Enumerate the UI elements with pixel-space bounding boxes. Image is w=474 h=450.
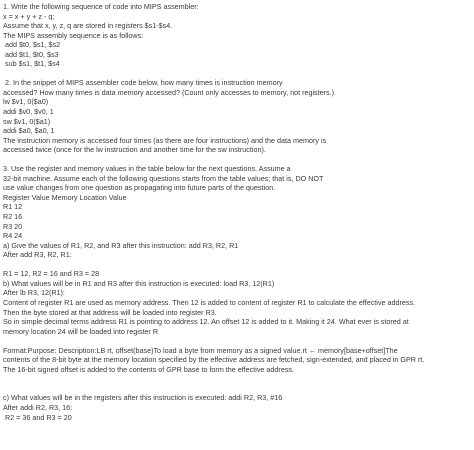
text-line: contents of the 8-bit byte at the memory location specified by the effective address are fetched, sign-extended, and placed in GPR rt.	[3, 355, 425, 365]
text-line: a) Give the values of R1, R2, and R3 after this instruction: add R3, R2, R1	[3, 240, 239, 250]
text-line: So in simple decimal terms address R1 is pointing to address 12. An offset 12 is added to it. Making it 24. What ever is stored at	[3, 317, 409, 327]
text-line: use value changes from one question as propagating into future parts of the question.	[3, 183, 276, 193]
text-line: R1 12	[3, 202, 23, 212]
blank-line	[3, 374, 471, 384]
blank-line	[3, 384, 471, 394]
text-line: The instruction memory is accessed four times (as there are four instructions) and the data memory is	[3, 135, 327, 145]
text-line: accessed? How many times is data memory accessed? (Count only accesses to memory, not registers.)	[3, 87, 335, 97]
blank-line	[3, 260, 471, 270]
text-line: x = x + y + z - q;	[3, 11, 55, 21]
text-line: R2 16	[3, 212, 23, 222]
text-line: 1. Write the following sequence of code into MIPS assembler:	[3, 2, 199, 11]
text-line: 32-bit machine. Assume each of the following questions starts from the table values; that is, DO NOT	[3, 173, 324, 183]
text-line: 3. Use the register and memory values in the table below for the next questions. Assume a	[3, 164, 291, 174]
text-line: The 16-bit signed offset is added to the contents of GPR base to form the effective address.	[3, 364, 294, 374]
text-line: add $t1, $t0, $s3	[3, 49, 59, 59]
text-line: Format:Purpose: Description:LB rt, offset(base)To load a byte from memory as a signed value.rt ← memory[base+offset]The	[3, 345, 398, 355]
text-line: sw $v1, 0($a1)	[3, 116, 51, 126]
text-line: The MIPS assembly sequence is as follows:	[3, 30, 144, 40]
text-line: Content of register R1 are used as memory address. Then 12 is added to content of register R1 to calculate the effective address.	[3, 297, 416, 307]
text-line: R3 20	[3, 221, 23, 231]
answer-document	[3, 2, 471, 422]
text-line: After addi R2, R3, 16:	[3, 402, 73, 412]
text-line: addi $a0, $a0, 1	[3, 126, 55, 136]
text-line: lw $v1, 0($a0)	[3, 97, 49, 107]
text-line: Then the byte stored at that address will be loaded into register R3.	[3, 307, 217, 317]
blank-line	[3, 69, 471, 79]
text-line: sub $s1, $t1, $s4	[3, 59, 60, 69]
text-line: R1 = 12, R2 = 16 and R3 = 28	[3, 269, 100, 279]
text-line: Register Value Memory Location Value	[3, 192, 127, 202]
blank-line	[3, 336, 471, 346]
text-line: memory location 24 will be loaded into register R	[3, 326, 159, 336]
text-line: R4 24	[3, 231, 23, 241]
text-line: 2. In the snippet of MIPS assembler code below, how many times is instruction memory	[3, 78, 283, 88]
text-line: R2 = 36 and R3 = 20	[3, 412, 72, 422]
text-line: c) What values will be in the registers after this instruction is executed: addi R2, R3, #16	[3, 393, 283, 403]
blank-line	[3, 155, 471, 165]
text-line: After add R3, R2, R1:	[3, 250, 72, 260]
text-line: add $t0, $s1, $s2	[3, 40, 61, 50]
text-line: Assume that x, y, z, q are stored in registers $s1-$s4.	[3, 21, 173, 31]
text-line: b) What values will be in R1 and R3 after this instruction is executed: load R3, 12(R1)	[3, 278, 275, 288]
text-line: After lb R3, 12(R1):	[3, 288, 65, 298]
text-line: accessed twice (once for the lw instruction and another time for the sw instruction).	[3, 145, 266, 155]
text-line: addi $v0, $v0, 1	[3, 107, 54, 117]
